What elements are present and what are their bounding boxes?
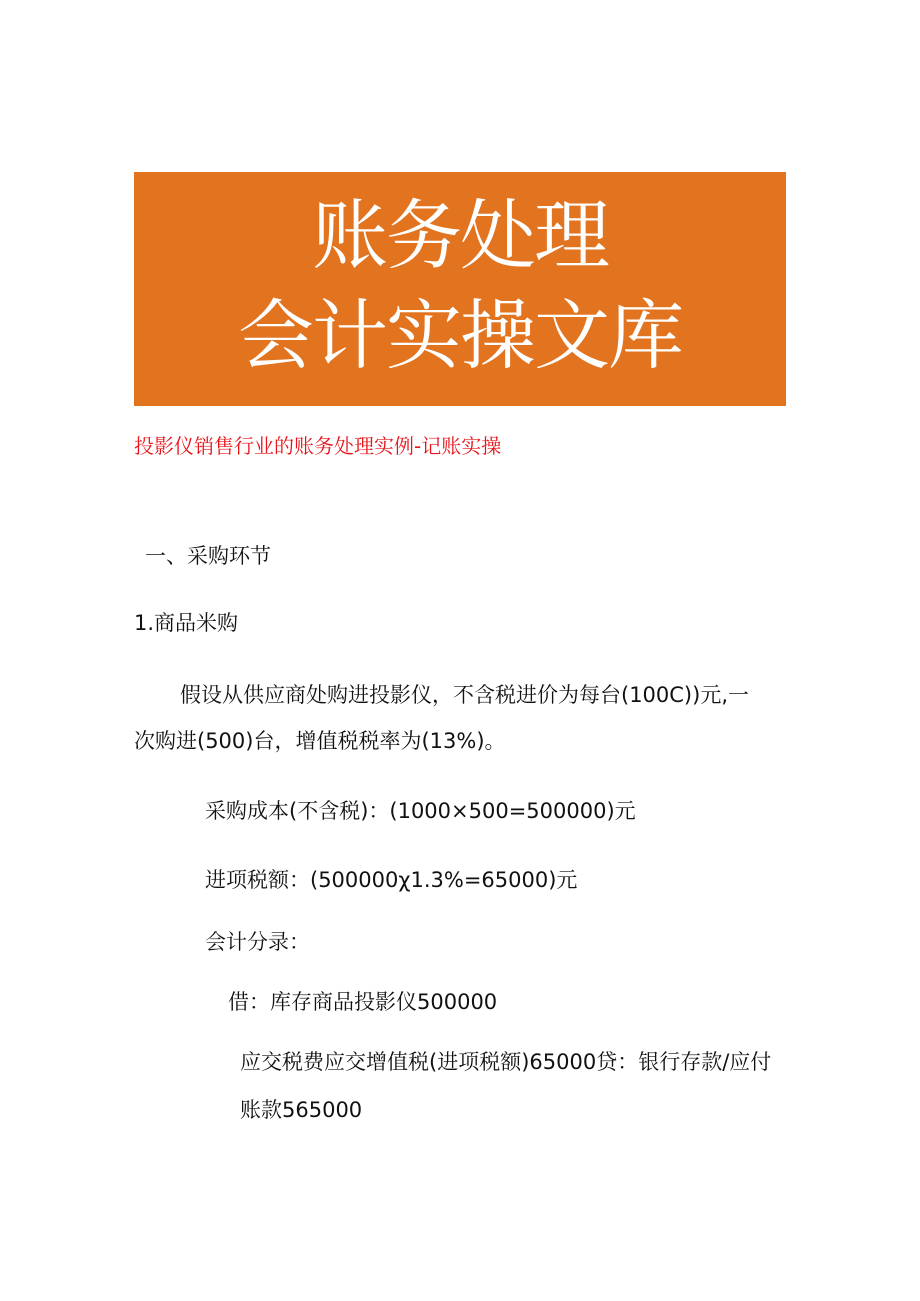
document-subtitle: 投影仪销售行业的账务处理实例-记账实操 <box>134 434 502 458</box>
banner-title-line-1: 账务处理 <box>312 191 608 280</box>
section-heading: 一、采购环节 <box>145 544 271 568</box>
item-heading: 1.商品米购 <box>134 611 239 635</box>
title-banner <box>134 172 786 406</box>
banner-title-line-2: 会计实操文库 <box>238 291 682 380</box>
debit-entry-line: 借：库存商品投影仪500000 <box>228 990 498 1014</box>
purchase-cost-line: 采购成本(不含税)：(1000×500=500000)元 <box>205 799 636 823</box>
input-tax-line: 进项税额：(500000χ1.3%=65000)元 <box>205 868 578 892</box>
journal-entry-label: 会计分录： <box>205 930 310 954</box>
paragraph-line-2: 次购进(500)台，增值税税率为(13%)。 <box>134 729 506 753</box>
credit-entry-line-2: 账款565000 <box>240 1098 363 1122</box>
paragraph-line-1: 假设从供应商处购进投影仪，不含税进价为每台(100C))元,一 <box>180 683 749 707</box>
credit-entry-line-1: 应交税费应交增值税(进项税额)65000贷：银行存款/应付 <box>240 1050 772 1074</box>
